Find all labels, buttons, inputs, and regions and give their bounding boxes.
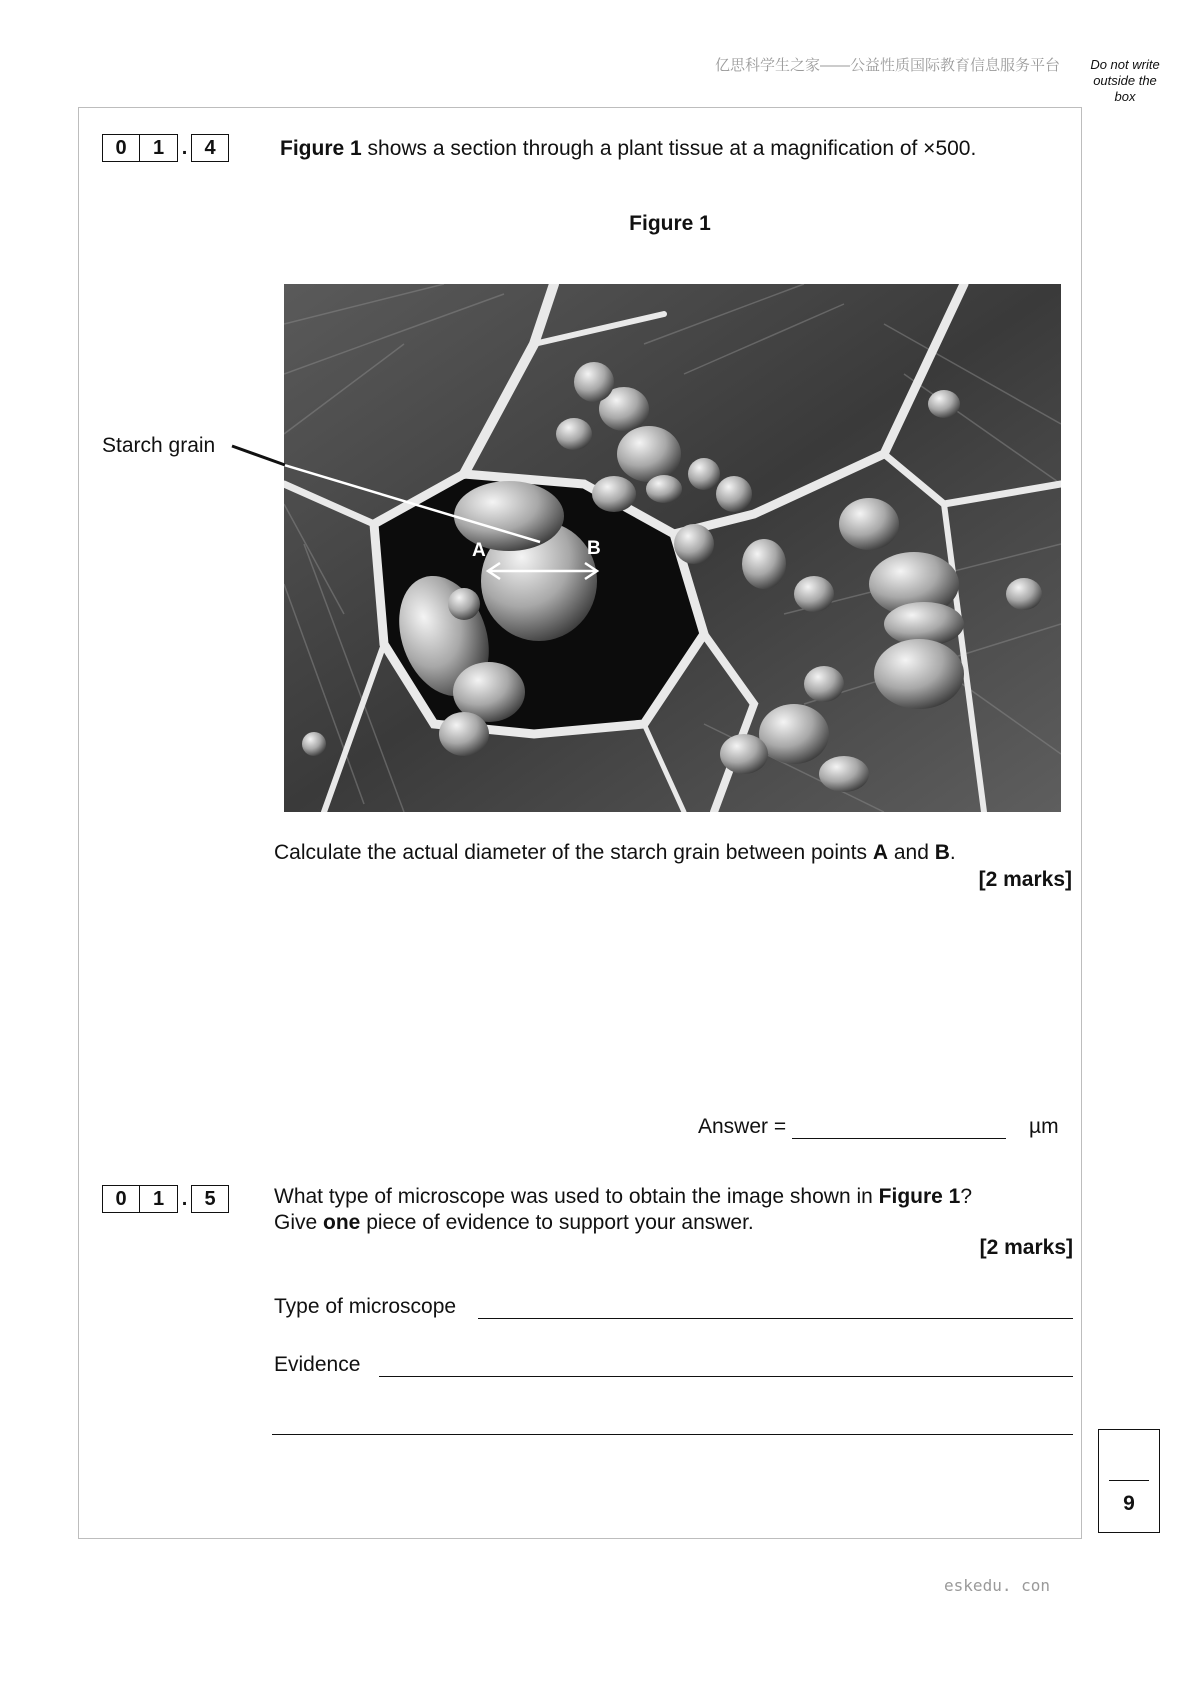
figure-title: Figure 1 bbox=[629, 212, 711, 235]
label-a: A bbox=[472, 540, 486, 561]
qnum-dot: . bbox=[181, 137, 188, 159]
answer-unit: µm bbox=[1029, 1115, 1059, 1138]
q015-line2-pre: Give bbox=[274, 1211, 324, 1234]
score-line bbox=[1109, 1480, 1149, 1481]
q015-one: one bbox=[323, 1211, 361, 1234]
q015-line1-end: ? bbox=[960, 1185, 973, 1208]
footer-site: eskedu. con bbox=[944, 1576, 1050, 1595]
question-number-01-4 bbox=[102, 134, 229, 162]
micrograph-image bbox=[284, 284, 1061, 812]
margin-note-line-1: Do not write bbox=[1090, 57, 1160, 72]
calculation-question bbox=[274, 840, 1074, 866]
qnum-digit: 0 bbox=[102, 134, 140, 162]
q015-line1-pre: What type of microscope was used to obtain the image shown in bbox=[274, 1185, 879, 1208]
margin-note-line-3: box bbox=[1114, 89, 1136, 104]
question-01-5-line-2 bbox=[274, 1210, 1074, 1236]
evidence-label: Evidence bbox=[274, 1353, 361, 1376]
type-of-microscope-line[interactable] bbox=[478, 1318, 1073, 1319]
qnum-digit: 0 bbox=[102, 1185, 140, 1213]
margin-note bbox=[1075, 57, 1175, 105]
evidence-line-1[interactable] bbox=[379, 1376, 1073, 1377]
point-b-ref: B bbox=[934, 841, 950, 864]
intro-text: shows a section through a plant tissue at a magnification of ×500. bbox=[361, 137, 977, 160]
label-b: B bbox=[587, 538, 601, 559]
figure-ref: Figure 1 bbox=[280, 137, 362, 160]
label-starch-grain: Starch grain bbox=[102, 434, 216, 457]
leader-line-outer bbox=[228, 440, 288, 470]
score-box bbox=[1098, 1429, 1160, 1533]
q015-figure-ref: Figure 1 bbox=[878, 1185, 961, 1208]
question-end: . bbox=[949, 841, 956, 864]
watermark-header: 亿思科学生之家——公益性质国际教育信息服务平台 bbox=[714, 57, 1060, 74]
answer-line[interactable] bbox=[792, 1138, 1006, 1139]
question-01-5-line-1 bbox=[274, 1184, 1074, 1210]
marks-01-4: [2 marks] bbox=[978, 868, 1072, 891]
type-of-microscope-label: Type of microscope bbox=[274, 1295, 457, 1318]
qnum-digit: 5 bbox=[191, 1185, 229, 1213]
qnum-dot: . bbox=[181, 1188, 188, 1210]
answer-label: Answer = bbox=[698, 1115, 787, 1138]
micrograph-svg bbox=[284, 284, 1061, 812]
marks-01-5: [2 marks] bbox=[979, 1236, 1073, 1259]
question-number-01-5 bbox=[102, 1185, 229, 1213]
question-and: and bbox=[888, 841, 935, 864]
margin-note-line-2: outside the bbox=[1093, 73, 1157, 88]
qnum-digit: 4 bbox=[191, 134, 229, 162]
q015-line2-end: piece of evidence to support your answer. bbox=[360, 1211, 754, 1234]
qnum-digit: 1 bbox=[140, 1185, 178, 1213]
qnum-digit: 1 bbox=[140, 134, 178, 162]
point-a-ref: A bbox=[872, 841, 889, 864]
question-pre: Calculate the actual diameter of the starch grain between points bbox=[274, 841, 873, 864]
score-total: 9 bbox=[1123, 1492, 1135, 1515]
question-intro bbox=[280, 136, 1070, 162]
evidence-line-2[interactable] bbox=[272, 1434, 1073, 1435]
